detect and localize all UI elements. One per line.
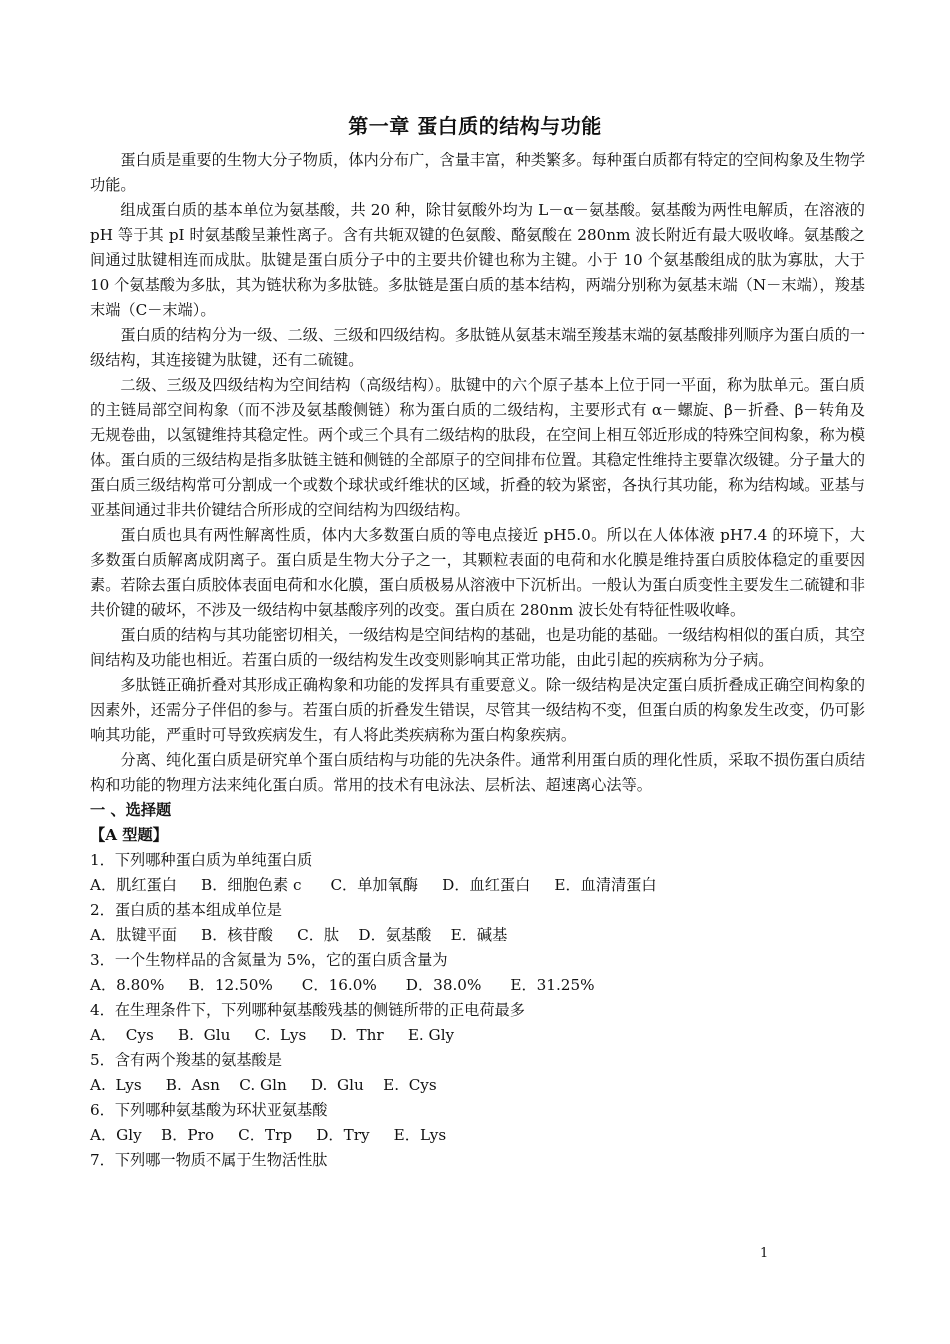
- paragraph: 多肽链正确折叠对其形成正确构象和功能的发挥具有重要意义。除一级结构是决定蛋白质折叠成正确空间构象的因素外，还需分子伴侣的参与。若蛋白质的折叠发生错误，尽管其一级结构不变，但蛋白质的构象发生改变，仍可影响其功能，严重时可导致疾病发生，有人将此类疾病称为蛋白构象疾病。: [90, 676, 865, 744]
- question-options: A．Gly B．Pro C．Trp D．Try E．Lys: [90, 1126, 447, 1144]
- paragraph: 二级、三级及四级结构为空间结构（高级结构）。肽键中的六个原子基本上位于同一平面，称为肽单元。蛋白质的主链局部空间构象（而不涉及氨基酸侧链）称为蛋白质的二级结构，主要形式有 α－螺旋、β－折叠、β－转角及无规卷曲，以氢键维持其稳定性。两个或三个具有二级结构的肽段，在空间上相互邻近形成的特殊空间构象，称为模体。蛋白质的三级结构是指多肽链主链和侧链的全部原子的空间排布位置。其稳定性维持主要靠次级键。分子量大的蛋白质三级结构常可分割成一个或数个球状或纤维状的区域，折叠的较为紧密，各执行其功能，称为结构域。亚基与亚基间通过非共价键结合所形成的空间结构为四级结构。: [90, 376, 865, 519]
- chapter-title: 第一章 蛋白质的结构与功能: [348, 114, 602, 138]
- question-options: A．肽键平面 B．核苷酸 C．肽 D．氨基酸 E．碱基: [90, 926, 508, 944]
- paragraph: 组成蛋白质的基本单位为氨基酸，共 20 种，除甘氨酸外均为 L－α－氨基酸。氨基酸为两性电解质，在溶液的 pH 等于其 pI 时氨基酸呈兼性离子。含有共轭双键的色氨酸、酪氨酸在 280nm 波长附近有最大吸收峰。氨基酸之间通过肽键相连而成肽。肽键是蛋白质分子中的主要共价键也称为主键。小于 10 个氨基酸组成的肽为寡肽，大于 10 个氨基酸为多肽，其为链状称为多肽链。多肽链是蛋白质的基本结构，两端分别称为氨基末端（N－末端），羧基末端（C－末端）。: [90, 201, 865, 319]
- question-options: A. Lys B. Asn C. Gln D. Glu E. Cys: [90, 1076, 437, 1094]
- paragraph: 蛋白质是重要的生物大分子物质，体内分布广，含量丰富，种类繁多。每种蛋白质都有特定的空间构象及生物学功能。: [90, 151, 865, 194]
- paragraph: 蛋白质的结构与其功能密切相关，一级结构是空间结构的基础，也是功能的基础。一级结构相似的蛋白质，其空间结构及功能也相近。若蛋白质的一级结构发生改变则影响其正常功能，由此引起的疾病称为分子病。: [90, 626, 865, 669]
- question-text: 6．下列哪种氨基酸为环状亚氨基酸: [90, 1101, 328, 1119]
- page-number: 1: [760, 1246, 769, 1261]
- question-text: 4．在生理条件下，下列哪种氨基酸残基的侧链所带的正电荷最多: [90, 1001, 525, 1019]
- section-heading: 一 、选择题: [90, 801, 172, 819]
- paragraph: 分离、纯化蛋白质是研究单个蛋白质结构与功能的先决条件。通常利用蛋白质的理化性质，采取不损伤蛋白质结构和功能的物理方法来纯化蛋白质。常用的技术有电泳法、层析法、超速离心法等。: [90, 751, 865, 794]
- question-text: 3．一个生物样品的含氮量为 5%，它的蛋白质含量为: [90, 951, 448, 969]
- question-text: 1．下列哪种蛋白质为单纯蛋白质: [90, 851, 313, 869]
- question-text: 7．下列哪一物质不属于生物活性肽: [90, 1151, 328, 1169]
- subsection-heading: 【A 型题】: [90, 826, 168, 844]
- question-text: 2．蛋白质的基本组成单位是: [90, 901, 282, 919]
- paragraph: 蛋白质也具有两性解离性质，体内大多数蛋白质的等电点接近 pH5.0。所以在人体体液 pH7.4 的环境下，大多数蛋白质解离成阴离子。蛋白质是生物大分子之一，其颗粒表面的电荷和水化膜是维持蛋白质胶体稳定的重要因素。若除去蛋白质胶体表面电荷和水化膜，蛋白质极易从溶液中下沉析出。一般认为蛋白质变性主要发生二硫键和非共价键的破坏，不涉及一级结构中氨基酸序列的改变。蛋白质在 280nm 波长处有特征性吸收峰。: [90, 526, 865, 619]
- question-options: A．8.80% B．12.50% C．16.0% D．38.0% E．31.25%: [90, 976, 595, 994]
- question-text: 5．含有两个羧基的氨基酸是: [90, 1051, 282, 1069]
- question-options: A．肌红蛋白 B．细胞色素 c C．单加氧酶 D．血红蛋白 E．血清清蛋白: [90, 876, 657, 894]
- paragraph: 蛋白质的结构分为一级、二级、三级和四级结构。多肽链从氨基末端至羧基末端的氨基酸排列顺序为蛋白质的一级结构，其连接键为肽键，还有二硫键。: [90, 326, 865, 369]
- document-body: [90, 148, 865, 1173]
- question-options: A． Cys B. Glu C. Lys D. Thr E. Gly: [90, 1026, 455, 1044]
